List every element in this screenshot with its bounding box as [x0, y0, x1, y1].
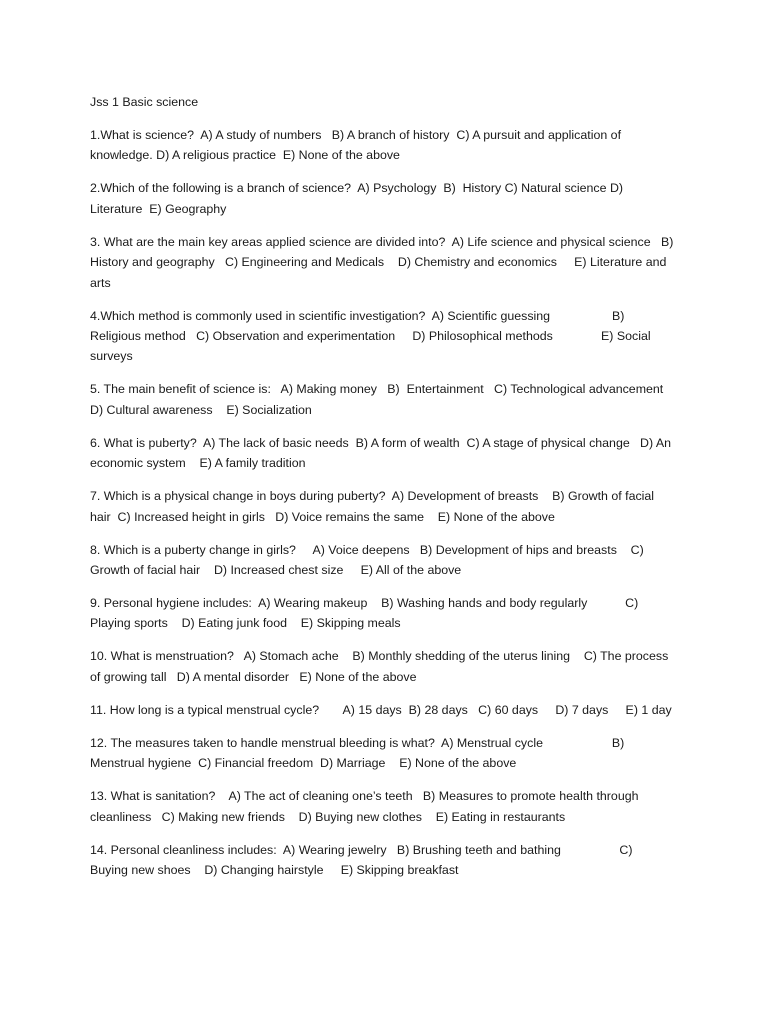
- question-line: 11. How long is a typical menstrual cycle? A) 15 days B) 28 days C) 60 days D) 7 days E) 1 day: [90, 702, 672, 717]
- question-3: [90, 232, 690, 293]
- question-line: of growing tall D) A mental disorder E) None of the above: [90, 669, 417, 684]
- question-line: cleanliness C) Making new friends D) Buying new clothes E) Eating in restaurants: [90, 809, 566, 824]
- question-line: 5. The main benefit of science is: A) Making money B) Entertainment C) Technological advancement: [90, 382, 664, 397]
- question-14: [90, 840, 690, 881]
- question-4: [90, 306, 690, 367]
- question-line: 10. What is menstruation? A) Stomach ache B) Monthly shedding of the uterus lining C) The process: [90, 649, 669, 664]
- question-line: knowledge. D) A religious practice E) None of the above: [90, 148, 400, 163]
- question-line: surveys: [90, 349, 133, 364]
- question-12: [90, 733, 690, 774]
- question-5: [90, 379, 690, 420]
- question-line: 12. The measures taken to handle menstrual bleeding is what? A) Menstrual cycle B): [90, 735, 625, 750]
- question-1: [90, 125, 690, 166]
- question-line: D) Cultural awareness E) Socialization: [90, 402, 312, 417]
- question-line: 13. What is sanitation? A) The act of cleaning one’s teeth B) Measures to promote health through: [90, 789, 639, 804]
- question-line: 14. Personal cleanliness includes: A) Wearing jewelry B) Brushing teeth and bathing C): [90, 842, 633, 857]
- question-line: Playing sports D) Eating junk food E) Skipping meals: [90, 616, 401, 631]
- question-2: [90, 178, 690, 219]
- question-13: [90, 786, 690, 827]
- question-11: [90, 700, 690, 720]
- question-line: Growth of facial hair D) Increased chest size E) All of the above: [90, 563, 462, 578]
- question-10: [90, 646, 690, 687]
- question-line: 4.Which method is commonly used in scientific investigation? A) Scientific guessing B): [90, 308, 625, 323]
- question-line: economic system E) A family tradition: [90, 456, 306, 471]
- question-line: 6. What is puberty? A) The lack of basic needs B) A form of wealth C) A stage of physical change D) An: [90, 435, 672, 450]
- question-line: 7. Which is a physical change in boys during puberty? A) Development of breasts B) Growth of facial: [90, 489, 655, 504]
- document-title: Jss 1 Basic science: [90, 95, 199, 109]
- question-line: 9. Personal hygiene includes: A) Wearing makeup B) Washing hands and body regularly C): [90, 596, 639, 611]
- question-line: 2.Which of the following is a branch of science? A) Psychology B) History C) Natural science D): [90, 181, 624, 196]
- question-9: [90, 593, 690, 634]
- question-line: Religious method C) Observation and experimentation D) Philosophical methods E) Social: [90, 329, 651, 344]
- question-8: [90, 540, 690, 581]
- question-line: hair C) Increased height in girls D) Voice remains the same E) None of the above: [90, 509, 555, 524]
- document-page: [90, 92, 690, 893]
- question-line: Menstrual hygiene C) Financial freedom D) Marriage E) None of the above: [90, 756, 517, 771]
- question-line: 8. Which is a puberty change in girls? A) Voice deepens B) Development of hips and breasts C): [90, 542, 644, 557]
- question-line: History and geography C) Engineering and Medicals D) Chemistry and economics E) Literature and: [90, 255, 667, 270]
- question-line: arts: [90, 275, 111, 290]
- question-6: [90, 433, 690, 474]
- question-7: [90, 486, 690, 527]
- question-line: 3. What are the main key areas applied science are divided into? A) Life science and physical science B): [90, 234, 674, 249]
- question-line: Buying new shoes D) Changing hairstyle E) Skipping breakfast: [90, 863, 459, 878]
- question-line: Literature E) Geography: [90, 201, 227, 216]
- question-line: 1.What is science? A) A study of numbers B) A branch of history C) A pursuit and application of: [90, 128, 622, 142]
